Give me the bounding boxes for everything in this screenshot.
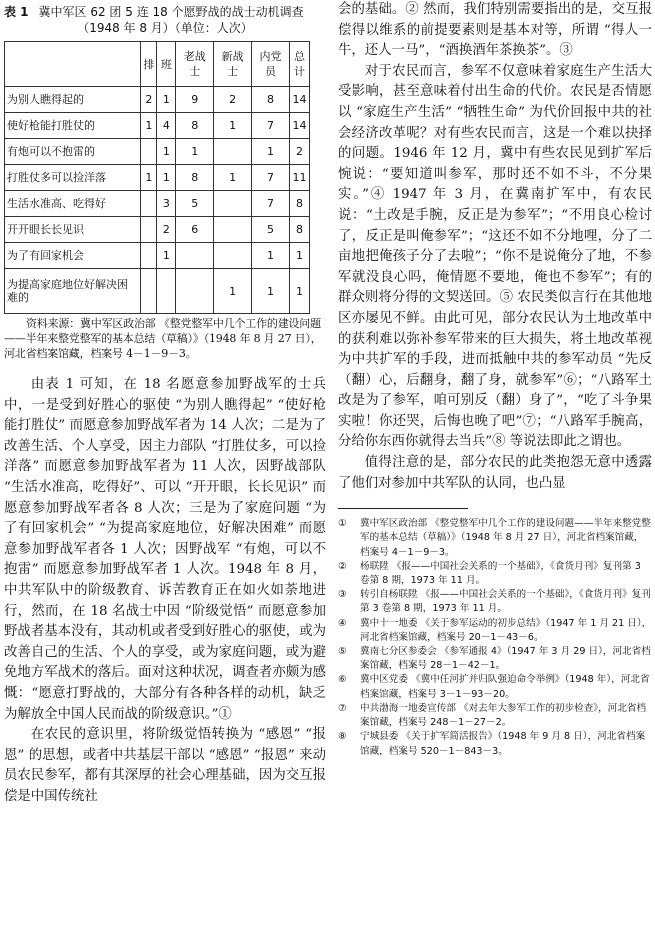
footnote-text: 冀南七分区参委会 《参军通报 4》（1947 年 3 月 29 日），河北省档案馆藏，档案号 28－1－42－1。 <box>360 646 651 672</box>
motivation-survey-table <box>4 41 310 314</box>
count-cell: 1 <box>141 165 157 191</box>
row-label-cell: 为提高家庭地位好解决困难的 <box>5 269 141 314</box>
header-cell: 内党员 <box>252 42 290 87</box>
count-cell: 1 <box>157 243 176 269</box>
table-row <box>5 87 310 113</box>
count-cell <box>141 217 157 243</box>
footnotes <box>338 517 652 758</box>
count-cell: 2 <box>141 87 157 113</box>
count-cell: 1 <box>289 243 309 269</box>
count-cell: 1 <box>252 243 290 269</box>
table-header-row <box>5 42 310 87</box>
count-cell: 1 <box>157 139 176 165</box>
count-cell <box>176 269 214 314</box>
paragraph: 值得注意的是，部分农民的此类抱怨无意中透露了他们对参加中共军队的认同，也凸显 <box>338 455 652 491</box>
footnote-mark: ⑥ <box>338 674 347 686</box>
count-cell: 5 <box>176 191 214 217</box>
table-row <box>5 217 310 243</box>
count-cell: 8 <box>176 113 214 139</box>
footnote-mark: ⑦ <box>338 702 347 714</box>
footnote-item <box>338 702 652 730</box>
footnote-text: 杨联陞 《报——中国社会关系的一个基础》，《食货月刊》复刊第 3 卷第 8 期，1973 年 11 月。 <box>360 560 641 587</box>
paragraph: 在农民的意识里，将阶级觉悟转换为 “感恩” “报恩” 的思想，或者中共基层干部以 “感恩” “报恩” 来动员农民参军，都有其深厚的社会心理基础，因为交互报偿是中国传统社 <box>4 727 326 804</box>
footnote-text: 冀中区党委 《冀中任河扩并归队强迫命令举例》（1948 年），河北省档案馆藏，档案号 3－1－93－20。 <box>360 674 650 700</box>
count-cell: 3 <box>157 191 176 217</box>
footnote-mark: ② <box>338 560 347 572</box>
count-cell: 14 <box>289 113 309 139</box>
footnote-mark: ③ <box>338 589 347 601</box>
table-row <box>5 165 310 191</box>
table-number: 表 1 <box>4 5 29 19</box>
right-column <box>338 0 652 759</box>
count-cell: 8 <box>252 87 290 113</box>
count-cell <box>214 243 252 269</box>
header-cell: 排 <box>141 42 157 87</box>
footnote-mark: ④ <box>338 617 347 629</box>
header-cell: 新战士 <box>214 42 252 87</box>
count-cell: 1 <box>157 165 176 191</box>
paragraph: 由表 1 可知，在 18 名愿意参加野战军的士兵中，一是受到好胜心的驱使 “为别人瞧得起” “使好枪能打胜仗” 而愿意参加野战军者为 14 人次；二是为了改善生活、个人享受，因主力部队 “打胜仗多，可以捡洋落” 而愿意参加野战军者为 11 人次，因野战部队 “生活水准高，吃得好”、可以 “开开眼，长长见识” 而愿意参加野战军者各 8 人次；三是为了家庭问题 “为了有回家机会” “为提高家庭地位，好解决困难” 而愿意参加野战军者各 1 人次；因野战军 “有炮，可以不抱雷” 而愿意参加野战军者 1 人次。1948 年 8 月，中共军队中的阶级教育、诉苦教育正在如火如荼地进行，然而，在 18 名战士中因 “阶级觉悟” 而愿意参加野战者基本没有，其动机或者受到好胜心的驱使，或为改善自己的生活、个人的享受，或为家庭问题，或为避免地方军战术的落后。面对这种状况，调查者亦颇为感慨：“愿意打野战的，大部分有各种各样的动机，缺乏为解放全中国人民而战的阶级意识。”① <box>4 377 326 722</box>
header-cell: 班 <box>157 42 176 87</box>
count-cell: 1 <box>252 269 290 314</box>
table-row <box>5 269 310 314</box>
footnote-item <box>338 673 652 701</box>
count-cell: 1 <box>289 269 309 314</box>
table-row <box>5 113 310 139</box>
header-cell: 老战士 <box>176 42 214 87</box>
row-label-cell: 打胜仗多可以捡洋落 <box>5 165 141 191</box>
footnote-divider <box>338 508 468 509</box>
count-cell <box>141 243 157 269</box>
count-cell: 7 <box>252 113 290 139</box>
footnote-text: 冀中军区政治部 《整党整军中几个工作的建设问题——半年来整党整军的基本总结（草稿）》（1948 年 8 月 27 日），河北省档案馆藏，档案号 4－1－9－3。 <box>360 518 651 558</box>
footnote-mark: ⑤ <box>338 646 347 658</box>
right-body <box>338 0 652 494</box>
footnote-mark: ① <box>338 518 347 530</box>
count-cell: 9 <box>176 87 214 113</box>
header-cell <box>5 42 141 87</box>
count-cell <box>141 269 157 314</box>
count-cell: 8 <box>289 217 309 243</box>
row-label-cell: 开开眼长长见识 <box>5 217 141 243</box>
count-cell: 1 <box>214 165 252 191</box>
footnote-text: 冀中十一地委 《关于参军运动的初步总结》（1947 年 1 月 21 日），河北省档案馆藏，档案号 20－1－43－6。 <box>360 617 652 643</box>
row-label-cell: 为别人瞧得起的 <box>5 87 141 113</box>
footnote-text: 宁城县委 《关于扩军简活报告》（1948 年 9 月 8 日），河北省档案馆藏，档案号 520－1－843－3。 <box>360 731 646 757</box>
count-cell: 11 <box>289 165 309 191</box>
footnote-item <box>338 517 652 560</box>
header-cell: 总计 <box>289 42 309 87</box>
count-cell: 2 <box>157 217 176 243</box>
table-row <box>5 191 310 217</box>
table-title: 冀中军区 62 团 5 连 18 个愿野战的战士动机调查 <box>38 5 304 19</box>
left-column <box>4 0 326 807</box>
table-row <box>5 139 310 165</box>
row-label-cell: 有炮可以不抱雷的 <box>5 139 141 165</box>
footnote-item <box>338 617 652 645</box>
count-cell: 5 <box>252 217 290 243</box>
count-cell: 1 <box>252 139 290 165</box>
footnote-item <box>338 588 652 616</box>
count-cell: 1 <box>157 87 176 113</box>
count-cell <box>141 191 157 217</box>
count-cell: 7 <box>252 191 290 217</box>
count-cell: 2 <box>214 87 252 113</box>
row-label-cell: 生活水准高、吃得好 <box>5 191 141 217</box>
count-cell: 1 <box>176 139 214 165</box>
footnote-item <box>338 560 652 588</box>
footnote-text: 中共渤海一地委宣传部 《对去年大参军工作的初步检查》，河北省档案馆藏，档案号 248－1－27－2。 <box>360 702 647 729</box>
count-cell: 1 <box>214 269 252 314</box>
table-subtitle: （1948 年 8 月）（单位：人次） <box>77 21 253 35</box>
footnote-item <box>338 645 652 673</box>
count-cell: 7 <box>252 165 290 191</box>
table-row <box>5 243 310 269</box>
count-cell <box>214 139 252 165</box>
count-cell: 4 <box>157 113 176 139</box>
row-label-cell: 使好枪能打胜仗的 <box>5 113 141 139</box>
count-cell: 1 <box>214 113 252 139</box>
row-label-cell: 为了有回家机会 <box>5 243 141 269</box>
count-cell <box>214 217 252 243</box>
table-caption <box>4 4 326 20</box>
count-cell: 8 <box>176 165 214 191</box>
count-cell <box>176 243 214 269</box>
paragraph: 对于农民而言，参军不仅意味着家庭生产生活大受影响，甚至意味着付出生命的代价。农民是否情愿以 “家庭生产生活” “牺牲生命” 为代价回报中共的社会经济改革呢？对有些农民而言，这是一个难以抉择的问题。1946 年 12 月，冀中有些农民见到扩军后惋说：“要知道叫参军，那时还不如不斗，不分果实。”④ 1947 年 3 月，在冀南扩军中，有农民说：“土改是手腕，反正是为参军”；“不用良心检讨了，反正是叫俺参军”；“这还不如不分地哩，分了二亩地把俺孩子分了去啦”；“你不是说俺分了地，不参军就没良心吗，俺情愿不要地，俺也不参军”；有的群众则将分得的文契送回。⑤ 农民类似言行在其他地区亦屡见不鲜。由此可见，部分农民认为土地改革中的获利难以弥补参军带来的巨大损失，将土地改革视为中共扩军的手段，进而抵触中共的参军动员 “先反（翻）心，后翻身，翻了身，就参军”⑥；“八路军土改是为了参军，咱可别反（翻）身了”，“吃了斗争果实啦！你还哭，后悔也晚了吧”⑦；“八路军手腕高，分给你东西你就得去当兵”⑧ 等说法即此之谓也。 <box>338 63 652 450</box>
footnote-item <box>338 730 652 758</box>
paragraph: 会的基础。② 然而，我们特别需要指出的是，交互报偿得以维系的前提要素则是基本对等，所谓 “得人一牛，还人一马”，“酒换酒年茶换茶”。③ <box>338 2 652 59</box>
footnote-mark: ⑧ <box>338 731 347 743</box>
count-cell <box>157 269 176 314</box>
table-source: 资料来源：冀中军区政治部 《整党整军中几个工作的建设问题——半年来整党整军的基本总结（草稿）》（1948 年 8 月 27 日），河北省档案馆藏，档案号 4－1－9－3。 <box>4 317 322 360</box>
left-body <box>4 375 326 807</box>
count-cell: 14 <box>289 87 309 113</box>
count-cell: 8 <box>289 191 309 217</box>
count-cell <box>141 139 157 165</box>
footnote-text: 转引自杨联陞 《报——中国社会关系的一个基础》，《食货月刊》复刊第 3 卷第 8 期，1973 年 11 月。 <box>360 589 651 615</box>
count-cell: 1 <box>141 113 157 139</box>
count-cell: 2 <box>289 139 309 165</box>
count-cell <box>214 191 252 217</box>
count-cell: 6 <box>176 217 214 243</box>
